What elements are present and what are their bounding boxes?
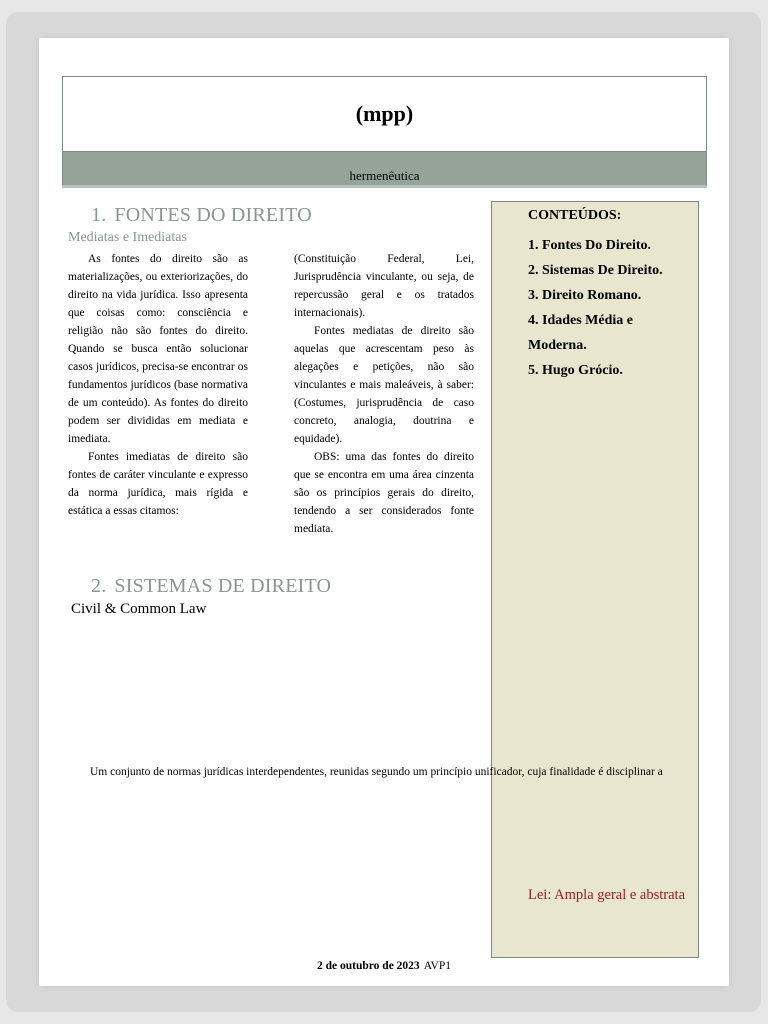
footer-code: AVP1 bbox=[423, 960, 451, 972]
section-1-title: FONTES DO DIREITO bbox=[114, 204, 312, 226]
section-1-column-2 bbox=[294, 250, 474, 538]
paragraph: Fontes imediatas de direito são fontes de caráter vinculante e expresso da norma jurídica, mais rígida e estática a essas citamos: bbox=[68, 451, 248, 517]
page-footer bbox=[39, 960, 729, 972]
section-2-title: SISTEMAS DE DIREITO bbox=[114, 575, 332, 597]
paragraph: (Constituição Federal, Lei, Jurisprudência vinculante, ou seja, de repercussão geral e os tratados internacionais). bbox=[294, 253, 474, 319]
page-subtitle: hermenêutica bbox=[349, 168, 420, 183]
section-1-column-1 bbox=[68, 250, 248, 520]
sidebar-title: CONTEÚDOS: bbox=[528, 208, 622, 223]
section-1-heading bbox=[91, 204, 312, 227]
contents-list bbox=[528, 233, 693, 383]
contents-item: 2. Sistemas De Direito. bbox=[528, 263, 663, 278]
contents-item: 1. Fontes Do Direito. bbox=[528, 238, 651, 253]
page-title: (mpp) bbox=[355, 101, 414, 126]
paragraph: Fontes mediatas de direito são aquelas que acrescentam peso às alegações e petições, não são vinculantes e mais maleáveis, à saber: (Costumes, jurisprudência de caso concreto, analogia, doutrina e equidade). bbox=[294, 325, 474, 445]
paragraph: As fontes do direito são as materializações, ou exteriorizações, do direito na vida jurídica. Isso apresenta que coisas como: consciência e religião não são fontes do direito. Quando se busca então solucionar casos jurídicos, precisa-se encontrar os fundamentos jurídicos (base normativa de um conteúdo). As fontes do direito podem ser divididas em mediata e imediata. bbox=[68, 253, 248, 445]
section-2-number: 2. bbox=[91, 575, 107, 597]
header-underline bbox=[62, 185, 707, 188]
footer-date: 2 de outubro de 2023 bbox=[317, 960, 420, 972]
paragraph: OBS: uma das fontes do direito que se encontra em uma área cinzenta são os princípios gerais do direito, tendendo a ser considerados fonte mediata. bbox=[294, 451, 474, 535]
header-band bbox=[63, 151, 706, 186]
section-2-subheading: Civil & Common Law bbox=[71, 601, 207, 617]
contents-item: 4. Idades Média e Moderna. bbox=[528, 313, 633, 353]
header-box bbox=[62, 76, 707, 186]
contents-sidebar bbox=[491, 201, 699, 958]
sidebar-note: Lei: Ampla geral e abstrata bbox=[528, 887, 686, 903]
contents-item: 5. Hugo Grócio. bbox=[528, 363, 623, 378]
system-definition: Um conjunto de normas jurídicas interdependentes, reunidas segundo um princípio unificador, cuja finalidade é disciplinar a bbox=[90, 766, 663, 778]
document-page bbox=[39, 38, 729, 986]
section-2-heading bbox=[91, 575, 331, 598]
section-1-number: 1. bbox=[91, 204, 107, 226]
contents-item: 3. Direito Romano. bbox=[528, 288, 642, 303]
section-1-subheading: Mediatas e Imediatas bbox=[68, 230, 187, 245]
